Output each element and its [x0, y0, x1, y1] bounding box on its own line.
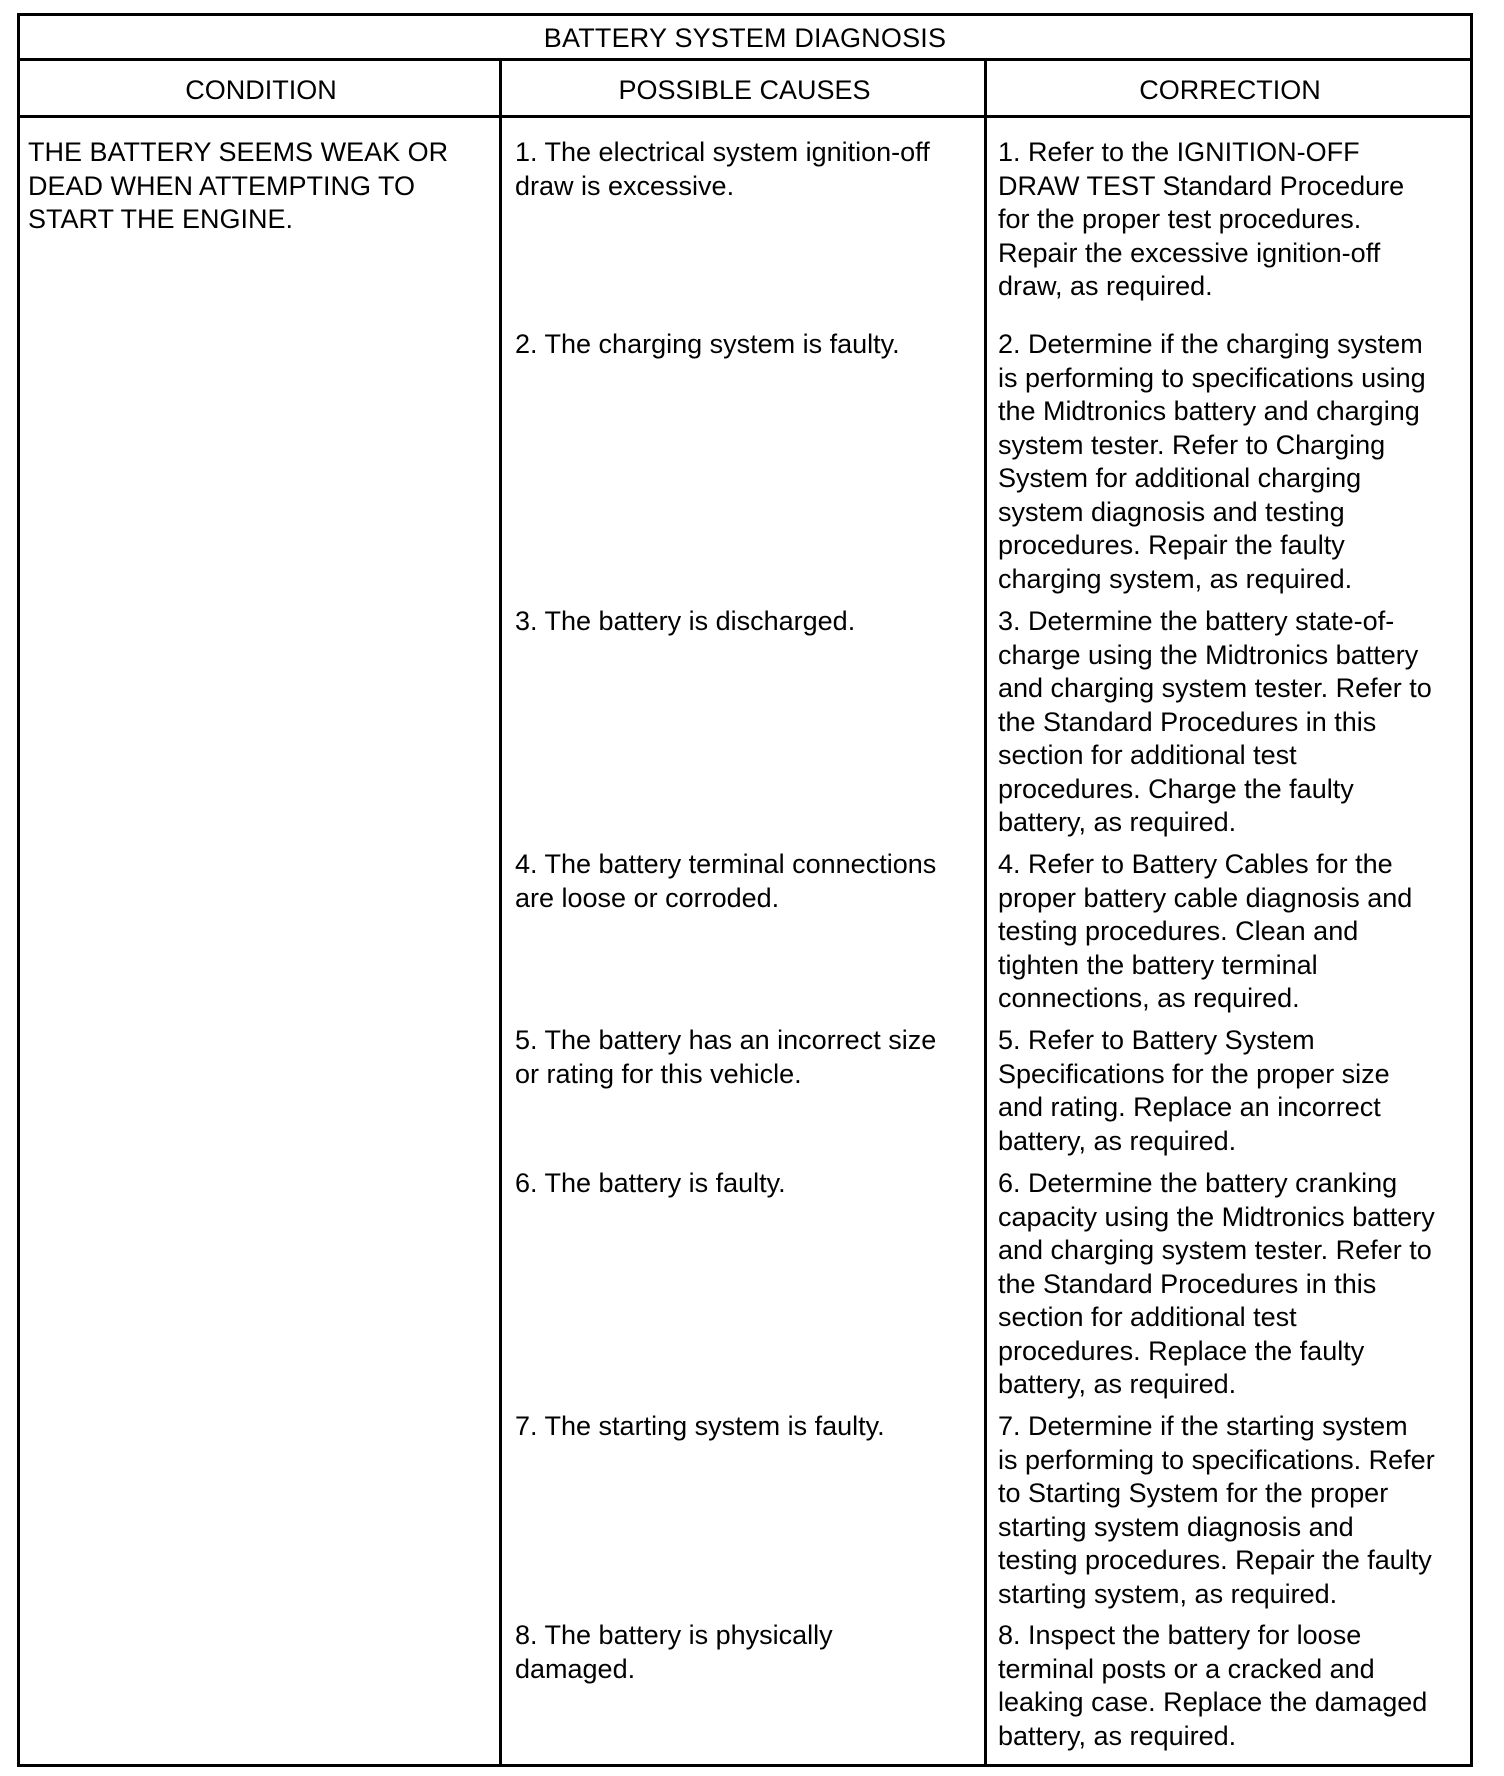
correction-8: 8. Inspect the battery for loose terminal posts or a cracked and leaking case. Replace the damaged battery, as required. [998, 1620, 1428, 1751]
cause-4: 4. The battery terminal connections are loose or corroded. [515, 849, 937, 913]
diagnosis-table [17, 13, 1473, 1767]
header-correction: CORRECTION [1139, 75, 1321, 105]
correction-1: 1. Refer to the IGNITION-OFF DRAW TEST Standard Procedure for the proper test procedures. Repair the excessive ignition-off draw, as required. [998, 137, 1405, 301]
cause-6: 6. The battery is faulty. [515, 1168, 786, 1198]
cause-1: 1. The electrical system ignition-off draw is excessive. [515, 137, 930, 201]
correction-3: 3. Determine the battery state-of- charge using the Midtronics battery and charging system tester. Refer to the Standard Procedures in this section for additional test procedures. Charge the faulty battery, as required. [998, 606, 1432, 837]
header-condition: CONDITION [185, 75, 337, 105]
cause-2: 2. The charging system is faulty. [515, 329, 900, 359]
column-divider [499, 61, 502, 1764]
correction-4: 4. Refer to Battery Cables for the proper battery cable diagnosis and testing procedures. Clean and tighten the battery terminal connections, as required. [998, 849, 1413, 1013]
correction-7: 7. Determine if the starting system is performing to specifications. Refer to Starting System for the proper starting system diagnosis and testing procedures. Repair the faulty starting system, as required. [998, 1411, 1435, 1609]
cause-8: 8. The battery is physically damaged. [515, 1620, 833, 1684]
correction-5: 5. Refer to Battery System Specifications for the proper size and rating. Replace an incorrect battery, as required. [998, 1025, 1390, 1156]
table-header-row [20, 61, 1470, 118]
header-possible-causes: POSSIBLE CAUSES [618, 75, 871, 105]
correction-6: 6. Determine the battery cranking capacity using the Midtronics battery and charging system tester. Refer to the Standard Procedures in this section for additional test procedures. Replace the faulty battery, as required. [998, 1168, 1435, 1399]
correction-2: 2. Determine if the charging system is performing to specifications using the Midtronics battery and charging system tester. Refer to Charging System for additional charging system diagnosis and testing procedures. Repair the faulty charging system, as required. [998, 329, 1426, 594]
cause-7: 7. The starting system is faulty. [515, 1411, 885, 1441]
cause-3: 3. The battery is discharged. [515, 606, 856, 636]
condition-text: THE BATTERY SEEMS WEAK OR DEAD WHEN ATTEMPTING TO START THE ENGINE. [28, 137, 449, 234]
table-title: BATTERY SYSTEM DIAGNOSIS [20, 16, 1470, 61]
cause-5: 5. The battery has an incorrect size or rating for this vehicle. [515, 1025, 937, 1089]
